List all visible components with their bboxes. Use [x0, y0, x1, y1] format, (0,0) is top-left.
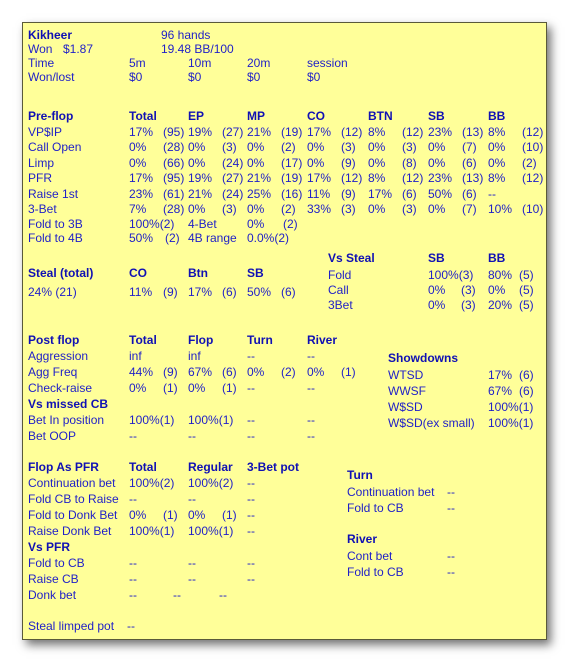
flop-pfr-cell: --: [247, 492, 255, 506]
checkraise-count: (1): [163, 381, 178, 395]
preflop-count: (95): [163, 171, 185, 186]
preflop-row-label: PFR: [28, 171, 52, 186]
preflop-value: 17%: [307, 171, 332, 186]
preflop-count: (3): [341, 202, 356, 216]
postflop-col: River: [307, 333, 338, 347]
betip-flop: 100%(1): [188, 413, 234, 427]
preflop-value: 0%: [307, 140, 325, 155]
time-col: 10m: [188, 56, 212, 70]
aggfreq-value: 0%: [247, 365, 265, 379]
river-row-label: Cont bet: [347, 549, 393, 563]
fourbet-value: 0%: [247, 217, 265, 231]
showdown-label: W$SD: [388, 400, 423, 414]
vs-pfr-cell: --: [247, 556, 255, 570]
missed-cb-title: Vs missed CB: [28, 397, 109, 411]
preflop-count: (7): [462, 202, 477, 216]
vs-pfr-cell: --: [129, 588, 137, 602]
preflop-value: 0%: [188, 202, 206, 216]
postflop-col: Flop: [188, 333, 214, 347]
preflop-count: (6): [462, 186, 477, 201]
preflop-value: 0%: [247, 202, 265, 216]
preflop-value: 21%: [247, 125, 272, 139]
betip-river: --: [307, 413, 315, 427]
betoop-total: --: [129, 429, 137, 443]
hands-count: 96 hands: [161, 28, 211, 42]
aggression-turn: --: [247, 349, 255, 363]
betip-total: 100%(1): [129, 413, 175, 427]
preflop-count: (27): [222, 171, 244, 186]
preflop-value: 17%: [368, 186, 393, 201]
vs-steal-title: Vs Steal: [328, 251, 375, 265]
betoop-turn: --: [247, 429, 255, 443]
showdown-label: W$SD(ex small): [388, 416, 475, 430]
preflop-row-label: Limp: [28, 155, 55, 170]
preflop-value: 0%: [428, 202, 446, 216]
preflop-value: 25%: [247, 186, 272, 201]
preflop-count: (3): [402, 202, 417, 216]
preflop-value: 0%: [368, 155, 386, 170]
preflop-count: (17): [281, 155, 303, 170]
vs-pfr-cell: --: [173, 588, 181, 602]
preflop-value: 8%: [368, 125, 386, 139]
preflop-row-label: Raise 1st: [28, 186, 79, 201]
preflop-value: 17%: [129, 125, 154, 139]
flop-pfr-cell: --: [129, 492, 137, 506]
postflop-title: Post flop: [28, 333, 80, 347]
vs-steal-row-label: Call: [328, 283, 349, 297]
postflop-col: Turn: [247, 333, 273, 347]
checkraise-value: 0%: [188, 381, 206, 395]
showdown-count: (6): [519, 368, 534, 382]
vs-pfr-cell: --: [219, 588, 227, 602]
turn-row-label: Fold to CB: [347, 501, 404, 515]
preflop-count: (19): [281, 171, 303, 186]
vs-steal-count: (3): [461, 298, 476, 312]
preflop-value: 7%: [129, 202, 147, 216]
vs-steal-count: (5): [519, 298, 534, 312]
preflop-count: (12): [402, 171, 424, 186]
preflop-row-label: Call Open: [28, 140, 82, 155]
preflop-count: (24): [222, 186, 244, 201]
turn-row-value: --: [447, 501, 455, 515]
preflop-count: (27): [222, 125, 244, 139]
preflop-col-header: BTN: [368, 109, 393, 123]
betip-label: Bet In position: [28, 413, 105, 427]
flop-pfr-row-label: Fold CB to Raise: [28, 492, 119, 506]
preflop-count: (2): [522, 155, 537, 170]
checkraise-value: 0%: [129, 381, 147, 395]
preflop-count: (8): [402, 155, 417, 170]
preflop-row-label: VP$IP: [28, 125, 63, 139]
flop-pfr-cell: --: [188, 492, 196, 506]
betoop-river: --: [307, 429, 315, 443]
vs-steal-value: 80%: [488, 268, 513, 282]
preflop-count: (24): [222, 155, 244, 170]
river-row-label: Fold to CB: [347, 565, 404, 579]
flop-pfr-cell: --: [247, 524, 255, 538]
river-row-value: --: [447, 565, 455, 579]
preflop-count: (10): [522, 202, 544, 216]
vs-steal-value: 0%: [488, 283, 506, 297]
preflop-count: (28): [163, 140, 185, 155]
preflop-value: 0%: [428, 155, 446, 170]
vs-steal-col: BB: [488, 251, 506, 265]
preflop-count: (2): [281, 202, 296, 216]
turn-row-label: Continuation bet: [347, 485, 435, 499]
preflop-value: 10%: [488, 202, 513, 216]
preflop-count: (10): [522, 140, 544, 155]
time-col: 5m: [129, 56, 146, 70]
flop-pfr-cell: 100%(1): [129, 524, 175, 538]
river-row-value: --: [447, 549, 455, 563]
postflop-col: Total: [129, 333, 157, 347]
aggression-total: inf: [129, 349, 142, 363]
preflop-count: (28): [163, 202, 185, 216]
flop-pfr-title: Flop As PFR: [28, 460, 99, 474]
aggfreq-label: Agg Freq: [28, 365, 78, 379]
vs-steal-row-label: Fold: [328, 268, 352, 282]
preflop-count: (3): [341, 140, 356, 155]
vs-pfr-row-label: Donk bet: [28, 588, 77, 602]
flop-pfr-row-label: Fold to Donk Bet: [28, 508, 118, 522]
preflop-value: 0%: [428, 140, 446, 155]
showdown-value: 67%: [488, 384, 513, 398]
vs-pfr-cell: --: [188, 572, 196, 586]
flop-pfr-cell: 0%: [129, 508, 147, 522]
vs-pfr-row-label: Fold to CB: [28, 556, 85, 570]
wonlost-label: Won/lost: [28, 70, 75, 84]
wonlost-value: $0: [188, 70, 202, 84]
preflop-count: (2): [281, 140, 296, 155]
flop-pfr-cell: 100%(2): [129, 476, 175, 490]
aggfreq-value: 0%: [307, 365, 325, 379]
flop-pfr-cell: --: [247, 508, 255, 522]
turn-row-value: --: [447, 485, 455, 499]
fold4b-label: Fold to 4B: [28, 231, 83, 245]
vs-steal-col: SB: [428, 251, 445, 265]
preflop-count: (12): [341, 125, 363, 139]
preflop-count: (95): [163, 125, 185, 139]
preflop-value: 23%: [129, 186, 154, 201]
flop-pfr-cell: (1): [163, 508, 178, 522]
flop-pfr-col: 3-Bet pot: [247, 460, 299, 474]
aggfreq-count: (2): [281, 365, 296, 379]
preflop-count: (12): [402, 125, 424, 139]
steal-value: 17%: [188, 285, 213, 299]
4b-range-label: 4B range: [188, 231, 237, 245]
preflop-value: 19%: [188, 171, 213, 186]
preflop-col-header: CO: [307, 109, 325, 123]
steal-limped-value: --: [127, 619, 135, 633]
preflop-value: 23%: [428, 171, 453, 186]
flop-pfr-cell: 0%: [188, 508, 206, 522]
vs-steal-count: (5): [519, 283, 534, 297]
preflop-value: 0%: [188, 140, 206, 155]
vs-pfr-cell: --: [247, 572, 255, 586]
vs-steal-value: 0%: [428, 298, 446, 312]
flop-pfr-cell: 100%(1): [188, 524, 234, 538]
preflop-col-header: EP: [188, 109, 205, 123]
preflop-count: (12): [522, 171, 544, 186]
preflop-value: 0%: [129, 140, 147, 155]
aggfreq-count: (9): [163, 365, 178, 379]
preflop-count: (9): [341, 186, 356, 201]
aggfreq-count: (6): [222, 365, 237, 379]
player-name: Kikheer: [28, 28, 73, 42]
showdown-value: 17%: [488, 368, 513, 382]
turn-title: Turn: [347, 468, 373, 482]
preflop-value: 0%: [188, 155, 206, 170]
fold3b-label: Fold to 3B: [28, 217, 83, 231]
showdown-value: 100%(1): [488, 416, 534, 430]
preflop-value: 19%: [188, 125, 213, 139]
time-col: 20m: [247, 56, 271, 70]
preflop-count: (12): [341, 171, 363, 186]
wonlost-value: $0: [129, 70, 143, 84]
vs-steal-count: (5): [519, 268, 534, 282]
stats-panel: [22, 22, 547, 640]
preflop-count: (7): [462, 140, 477, 155]
vs-steal-value: 20%: [488, 298, 513, 312]
preflop-count: (13): [462, 125, 484, 139]
betip-turn: --: [247, 413, 255, 427]
aggfreq-value: 67%: [188, 365, 213, 379]
steal-limped-label: Steal limped pot: [28, 619, 115, 633]
preflop-value: 21%: [188, 186, 213, 201]
aggression-label: Aggression: [28, 349, 89, 363]
preflop-col-header: BB: [488, 109, 506, 123]
fold4b-count: (2): [165, 231, 180, 245]
preflop-value: 0%: [488, 155, 506, 170]
preflop-count: (13): [462, 171, 484, 186]
steal-col: SB: [247, 266, 264, 280]
preflop-value: 21%: [247, 171, 272, 186]
showdown-count: (6): [519, 384, 534, 398]
vs-steal-value: 0%: [428, 283, 446, 297]
showdown-value: 100%(1): [488, 400, 534, 414]
showdown-label: WTSD: [388, 368, 424, 382]
preflop-col-header: SB: [428, 109, 445, 123]
flop-pfr-row-label: Continuation bet: [28, 476, 116, 490]
preflop-value: 17%: [307, 125, 332, 139]
betoop-label: Bet OOP: [28, 429, 77, 443]
preflop-value: 11%: [307, 186, 331, 201]
betoop-flop: --: [188, 429, 196, 443]
steal-total: 24% (21): [28, 285, 77, 299]
fold4b-value: 50%: [129, 231, 154, 245]
steal-value: 11%: [129, 285, 153, 299]
steal-col: CO: [129, 266, 147, 280]
preflop-value: 0%: [247, 155, 265, 170]
preflop-col-header: Total: [129, 109, 157, 123]
steal-col: Btn: [188, 266, 208, 280]
preflop-count: (12): [522, 125, 544, 139]
time-col: session: [307, 56, 348, 70]
4b-range-value: 0.0%(2): [247, 231, 290, 245]
checkraise-count: (1): [222, 381, 237, 395]
preflop-value: 8%: [488, 125, 506, 139]
vs-steal-row-label: 3Bet: [328, 298, 353, 312]
preflop-value: 0%: [247, 140, 265, 155]
flop-pfr-col: Total: [129, 460, 157, 474]
flop-pfr-cell: --: [247, 476, 255, 490]
wonlost-value: $0: [307, 70, 321, 84]
checkraise-river: --: [307, 381, 315, 395]
aggression-flop: inf: [188, 349, 201, 363]
fourbet-count: (2): [283, 217, 298, 231]
aggression-river: --: [307, 349, 315, 363]
won-value: $1.87: [63, 42, 94, 56]
vs-steal-value: 100%(3): [428, 268, 474, 282]
preflop-value: 0%: [129, 155, 147, 170]
vs-steal-count: (3): [461, 283, 476, 297]
steal-count: (6): [281, 285, 296, 299]
steal-count: (6): [222, 285, 237, 299]
wonlost-value: $0: [247, 70, 261, 84]
river-title: River: [347, 532, 378, 546]
preflop-count: (16): [281, 186, 303, 201]
preflop-row-label: 3-Bet: [28, 202, 57, 216]
flop-pfr-cell: (1): [222, 508, 237, 522]
flop-pfr-cell: 100%(2): [188, 476, 234, 490]
preflop-count: (6): [402, 186, 417, 201]
time-label: Time: [28, 56, 55, 70]
preflop-value: 17%: [129, 171, 154, 186]
preflop-value: --: [488, 186, 496, 201]
preflop-count: (3): [222, 202, 237, 216]
preflop-value: 33%: [307, 202, 332, 216]
steal-title: Steal (total): [28, 266, 94, 280]
steal-count: (9): [163, 285, 178, 299]
aggfreq-value: 44%: [129, 365, 154, 379]
vs-pfr-cell: --: [129, 572, 137, 586]
aggfreq-count: (1): [341, 365, 356, 379]
preflop-count: (9): [341, 155, 356, 170]
showdowns-title: Showdowns: [388, 351, 458, 365]
preflop-count: (6): [462, 155, 477, 170]
fourbet-label: 4-Bet: [188, 217, 217, 231]
preflop-count: (3): [402, 140, 417, 155]
preflop-value: 50%: [428, 186, 453, 201]
won-label: Won: [28, 42, 53, 56]
checkraise-turn: --: [247, 381, 255, 395]
bb-rate: 19.48 BB/100: [161, 42, 234, 56]
showdown-label: WWSF: [388, 384, 426, 398]
preflop-count: (61): [163, 186, 185, 201]
preflop-count: (3): [222, 140, 237, 155]
preflop-count: (19): [281, 125, 303, 139]
preflop-value: 0%: [307, 155, 325, 170]
vs-pfr-cell: --: [129, 556, 137, 570]
preflop-value: 0%: [368, 140, 386, 155]
preflop-count: (66): [163, 155, 185, 170]
steal-value: 50%: [247, 285, 272, 299]
vs-pfr-cell: --: [188, 556, 196, 570]
preflop-value: 23%: [428, 125, 453, 139]
fold3b-value: 100%(2): [129, 217, 175, 231]
flop-pfr-row-label: Raise Donk Bet: [28, 524, 112, 538]
preflop-col-header: MP: [247, 109, 265, 123]
vs-pfr-title: Vs PFR: [28, 540, 71, 554]
vs-pfr-row-label: Raise CB: [28, 572, 79, 586]
preflop-value: 8%: [368, 171, 386, 186]
preflop-title: Pre-flop: [28, 109, 74, 123]
flop-pfr-col: Regular: [188, 460, 233, 474]
preflop-value: 0%: [488, 140, 506, 155]
preflop-value: 8%: [488, 171, 506, 186]
preflop-value: 0%: [368, 202, 386, 216]
checkraise-label: Check-raise: [28, 381, 93, 395]
